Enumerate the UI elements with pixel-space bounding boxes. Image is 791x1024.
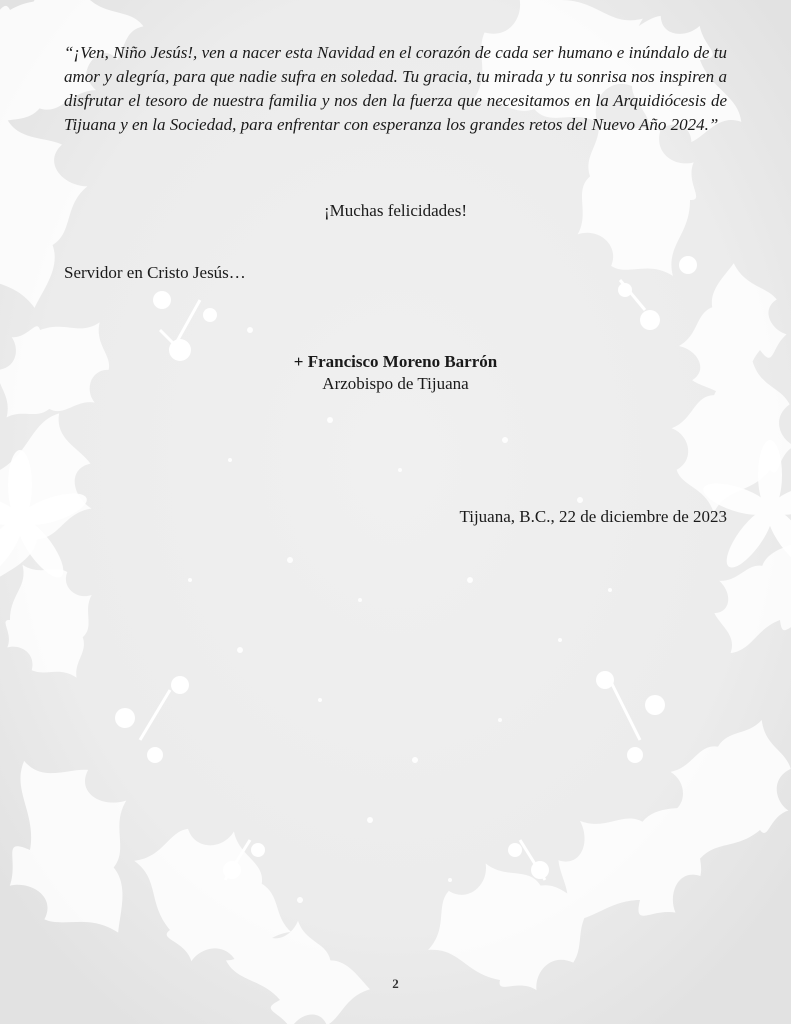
signature-block [0, 351, 791, 395]
signatory-name: + Francisco Moreno Barrón [293, 352, 498, 371]
closing-line: Servidor en Cristo Jesús… [64, 263, 246, 282]
page-number: 2 [392, 976, 399, 991]
christmas-prayer-quote: “¡Ven, Niño Jesús!, ven a nacer esta Navidad en el corazón de cada ser humano e inúndalo de tu amor y alegría, para que nadie sufra en soledad. Tu gracia, tu mirada y tu sonrisa nos inspiren a disfrutar el tesoro de nuestra familia y nos den la fuerza que necesitamos en la Arquidiócesis de Tijuana y en la Sociedad, para enfrentar con esperanza los grandes retos del Nuevo Año 2024.” [64, 43, 727, 134]
greeting: ¡Muchas felicidades! [323, 201, 468, 220]
signatory-title: Arzobispo de Tijuana [322, 374, 469, 393]
place-and-date: Tijuana, B.C., 22 de diciembre de 2023 [459, 507, 727, 526]
